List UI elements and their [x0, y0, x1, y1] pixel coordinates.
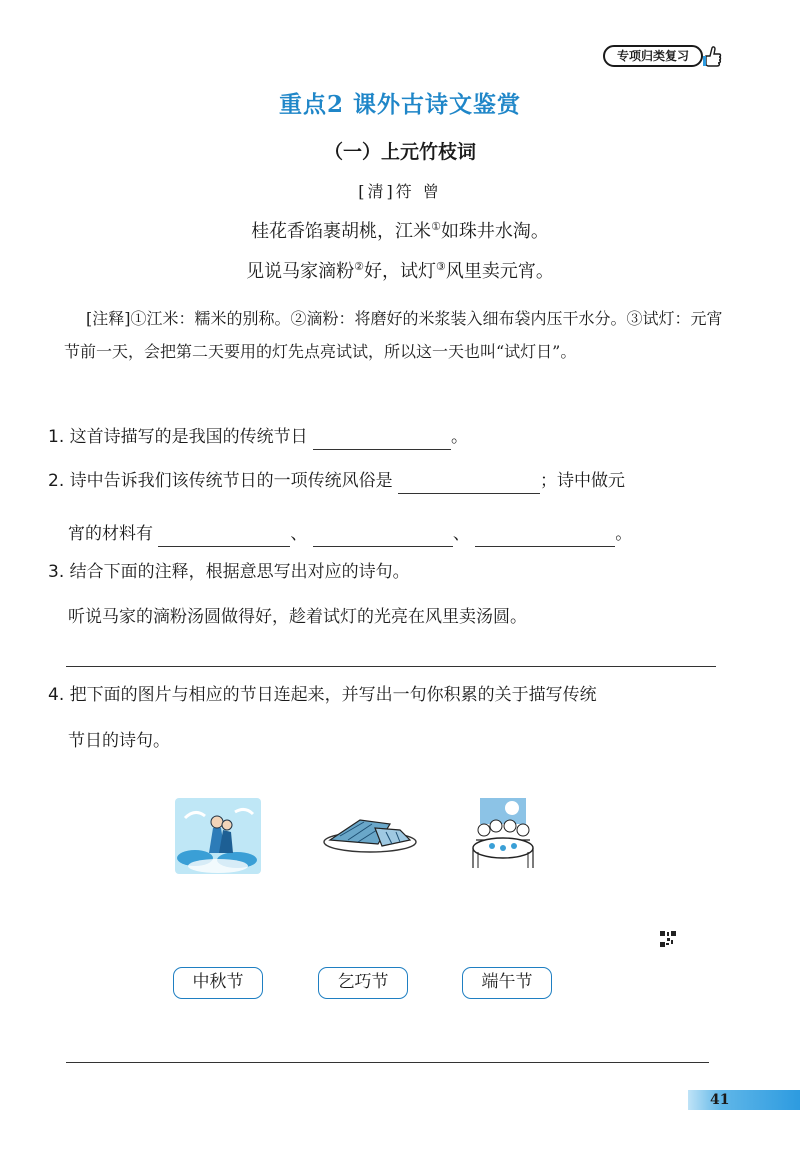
zongzi-picture[interactable]	[320, 810, 420, 858]
poem-text: 好，试灯	[364, 261, 436, 282]
festival-box-dragon-boat[interactable]: 端午节	[462, 967, 552, 999]
festival-box-mid-autumn[interactable]: 中秋节	[173, 967, 263, 999]
answer-blank[interactable]	[475, 526, 615, 547]
section-badge: 专项归类复习	[603, 45, 703, 67]
question-text: ；诗中做元	[540, 471, 626, 491]
poem-line-1	[0, 217, 800, 243]
answer-blank[interactable]	[313, 526, 453, 547]
question-2-line-2	[68, 521, 632, 547]
poem-text: 如珠井水淘。	[440, 221, 549, 242]
question-text: 诗中告诉我们该传统节日的一项传统风俗是	[69, 471, 393, 491]
answer-blank[interactable]	[313, 429, 451, 450]
question-4	[48, 682, 597, 708]
answer-blank[interactable]	[398, 473, 540, 494]
question-3	[48, 559, 410, 585]
festival-box-qiqiao[interactable]: 乞巧节	[318, 967, 408, 999]
punctuation: 。	[615, 524, 633, 544]
poem-author: [清]符 曾	[358, 182, 442, 201]
question-text: 把下面的图片与相应的节日连起来，并写出一句你积累的关于描写传统	[69, 685, 597, 705]
punctuation: 。	[451, 427, 469, 447]
poem-text: 风里卖元宵。	[445, 261, 554, 282]
answer-line[interactable]	[66, 1062, 709, 1063]
mid-autumn-dinner-picture[interactable]	[466, 796, 540, 870]
poem-title: （一）上元竹枝词	[323, 141, 476, 163]
annotation-notes: [注释]①江米：糯米的别称。②滴粉：将磨好的米浆装入细布袋内压干水分。③试灯：元宵节前一天，会把第二天要用的灯先点亮试试，所以这一天也叫“试灯日”。	[64, 309, 723, 361]
poem-text: 见说马家滴粉	[246, 261, 355, 282]
poem-line-2	[0, 257, 800, 283]
question-text: 这首诗描写的是我国的传统节日	[69, 427, 308, 447]
question-number: 3.	[48, 562, 65, 582]
question-number: 1.	[48, 427, 65, 447]
question-4-line-2: 节日的诗句。	[68, 731, 170, 751]
question-text: 宵的材料有	[68, 524, 153, 544]
page-number: 41	[710, 1092, 730, 1108]
poem-text: 桂花香馅裹胡桃，江米	[251, 221, 432, 242]
qixi-picture[interactable]	[175, 798, 261, 874]
page-title: 重点2 课外古诗文鉴赏	[278, 91, 521, 118]
punctuation: 、	[290, 524, 308, 544]
question-3-hint: 听说马家的滴粉汤圆做得好，趁着试灯的光亮在风里卖汤圆。	[68, 607, 527, 627]
page-number-bar	[688, 1090, 800, 1110]
qr-code-icon[interactable]	[660, 931, 676, 947]
question-text: 结合下面的注释，根据意思写出对应的诗句。	[69, 562, 410, 582]
answer-blank[interactable]	[158, 526, 290, 547]
thumbs-up-icon	[702, 44, 722, 70]
footnote-mark: ①	[431, 220, 441, 233]
question-number: 4.	[48, 685, 65, 705]
answer-line[interactable]	[66, 666, 716, 667]
question-1	[48, 424, 468, 450]
footnote-mark: ③	[436, 260, 446, 273]
punctuation: 、	[452, 524, 470, 544]
question-number: 2.	[48, 471, 65, 491]
footnote-mark: ②	[354, 260, 364, 273]
question-2	[48, 468, 625, 494]
